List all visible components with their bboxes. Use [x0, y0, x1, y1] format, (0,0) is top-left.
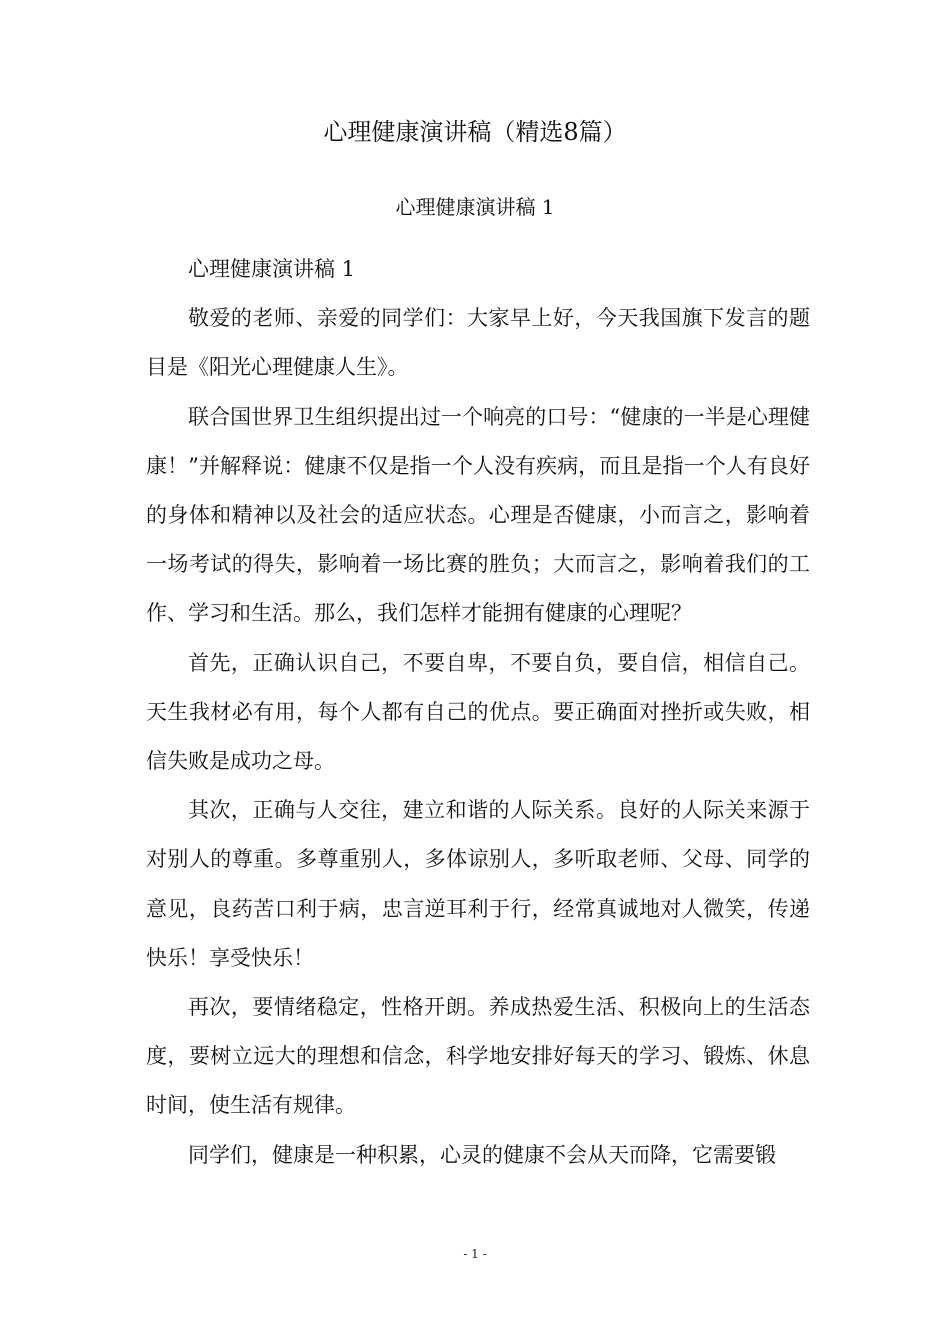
- paragraph-third-point: 再次，要情绪稳定，性格开朗。养成热爱生活、积极向上的生活态度，要树立远大的理想和信念，科学地安排好每天的学习、锻炼、休息时间，使生活有规律。: [146, 995, 810, 1118]
- paragraph-closing: 同学们，健康是一种积累，心灵的健康不会从天而降，它需要锻: [188, 1142, 776, 1167]
- paragraph-second-point: 其次，正确与人交往，建立和谐的人际关系。良好的人际关来源于对别人的尊重。多尊重别人，多体谅别人，多听取老师、父母、同学的意见，良药苦口利于病，忠言逆耳利于行，经常真诚地对人微笑，传递快乐！享受快乐！: [146, 798, 810, 970]
- paragraph-heading: 心理健康演讲稿 1: [188, 257, 356, 281]
- document-body: [146, 245, 810, 1180]
- paragraph-first-point: 首先，正确认识自己，不要自卑，不要自负，要自信，相信自己。天生我材必有用，每个人都有自己的优点。要正确面对挫折或失败，相信失败是成功之母。: [146, 650, 810, 774]
- document-title: 心理健康演讲稿（精选8篇）: [323, 118, 627, 146]
- paragraph-who-slogan: 联合国世界卫生组织提出过一个响亮的口号：“健康的一半是心理健康！”并解释说：健康不仅是指一个人没有疾病，而且是指一个人有良好的身体和精神以及社会的适应状态。心理是否健康，小而言之，影响着一场考试的得失，影响着一场比赛的胜负；大而言之，影响着我们的工作、学习和生活。那么，我们怎样才能拥有健康的心理呢？: [146, 404, 810, 626]
- paragraph-greeting: 敬爱的老师、亲爱的同学们：大家早上好，今天我国旗下发言的题目是《阳光心理健康人生》。: [146, 306, 810, 380]
- section-heading: 心理健康演讲稿 1: [395, 195, 555, 219]
- page-number: - 1 -: [463, 1247, 487, 1261]
